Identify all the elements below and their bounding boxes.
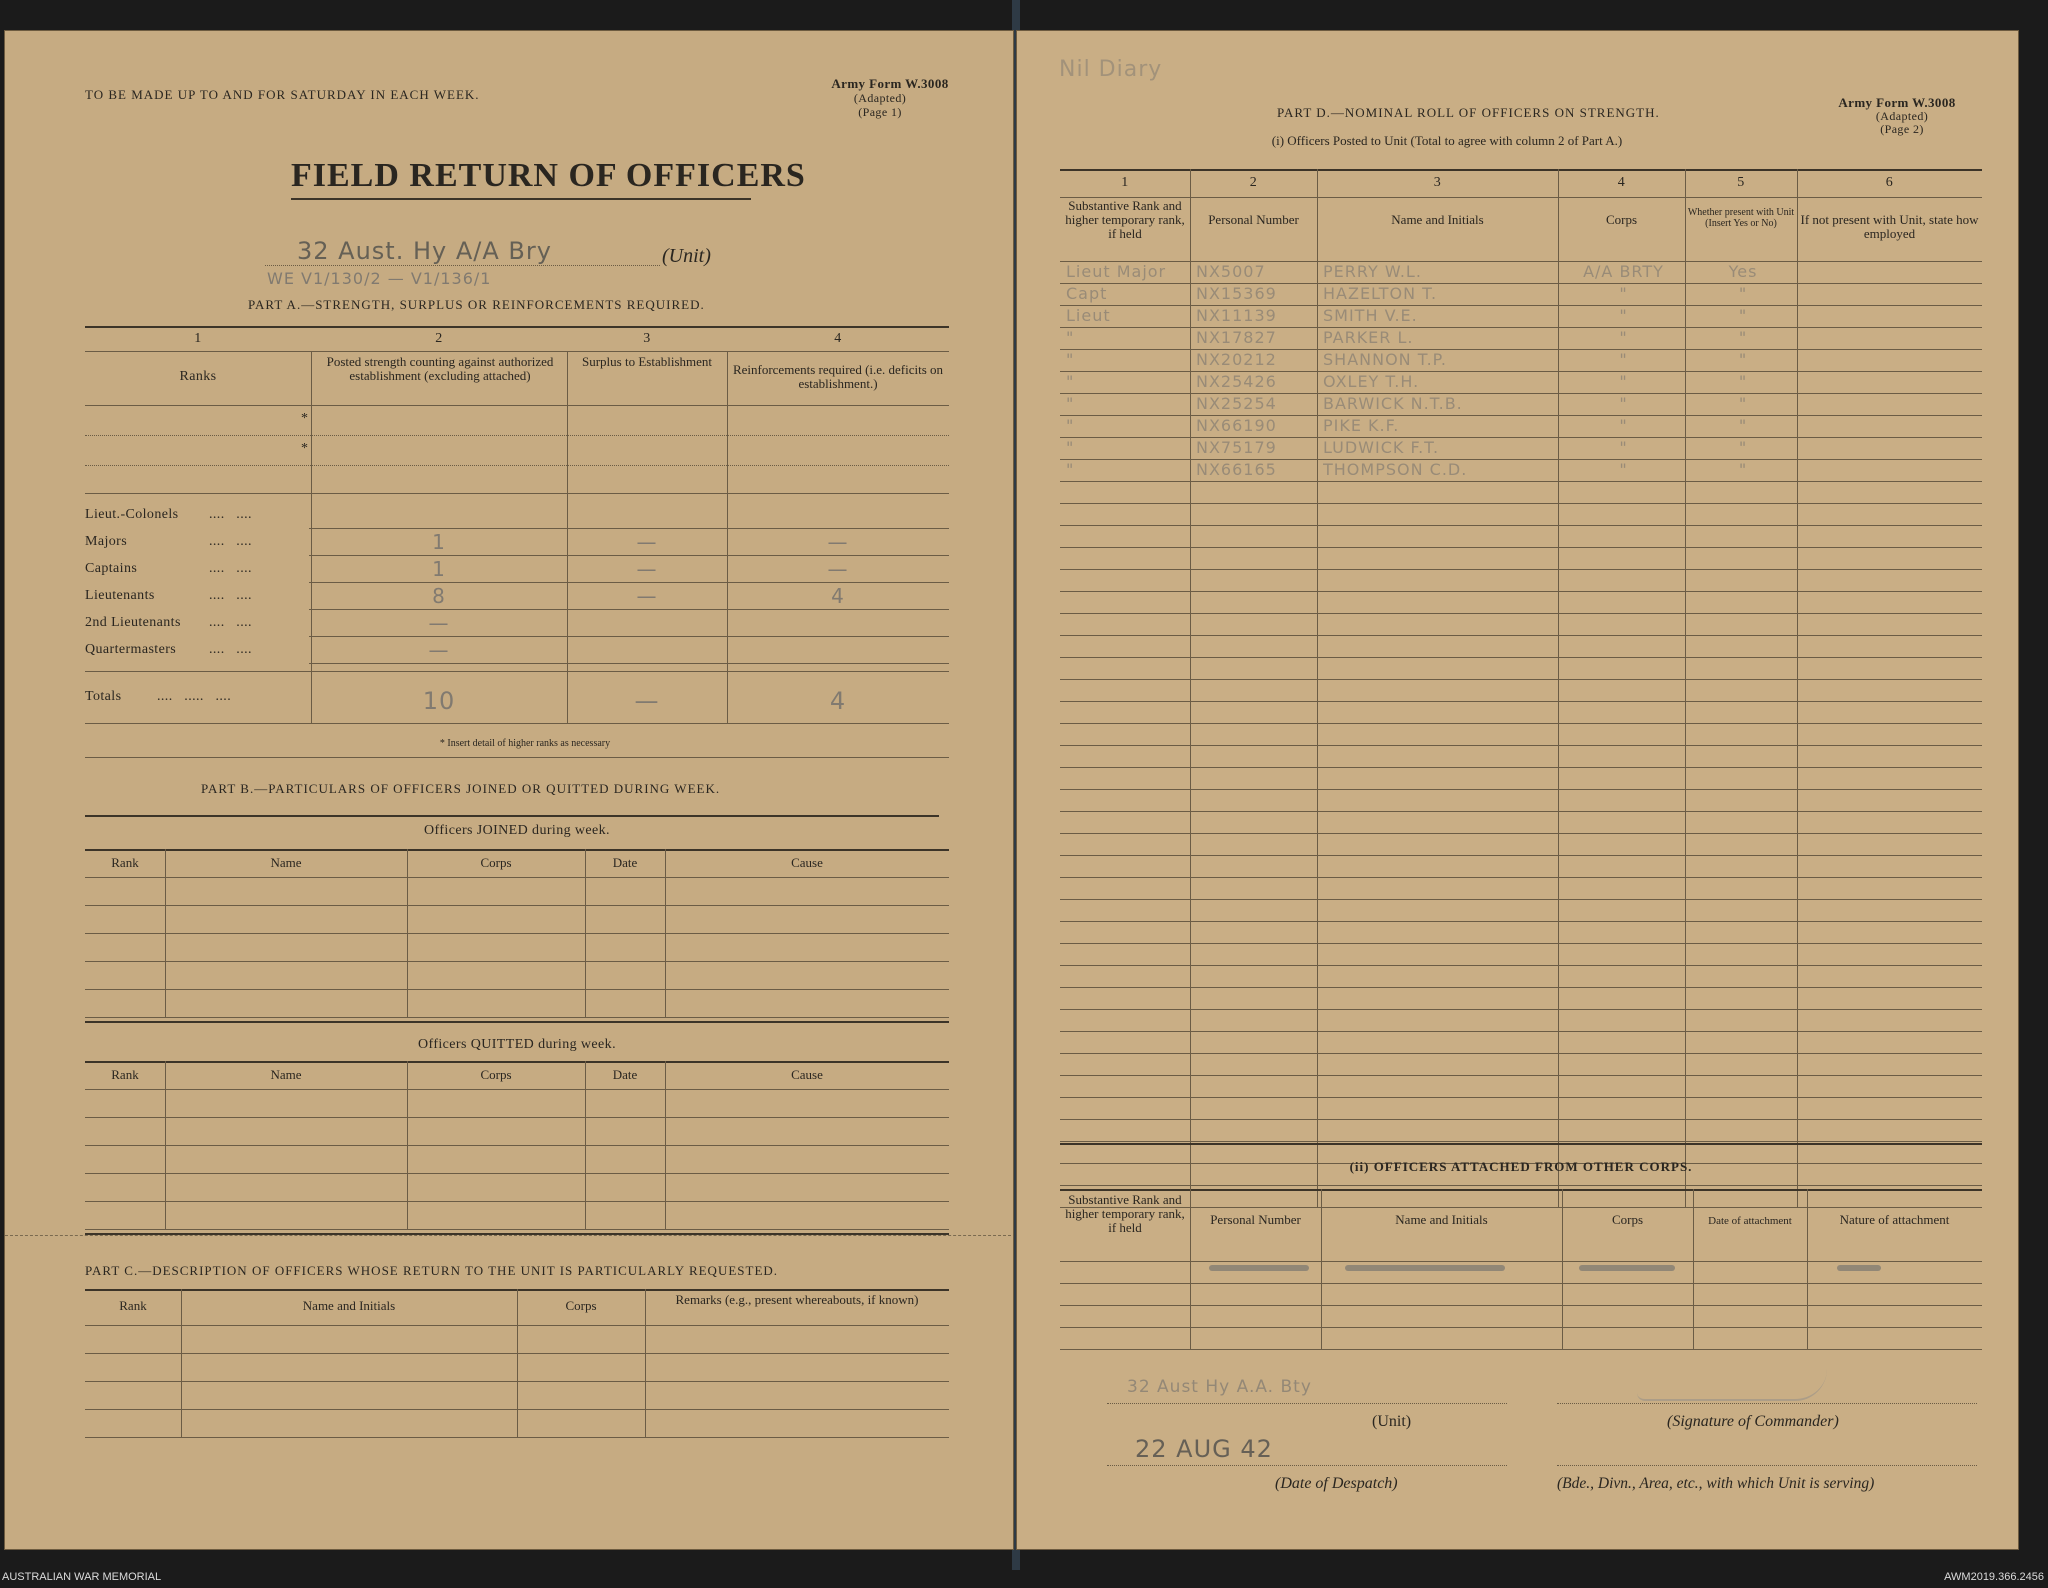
roll-cell-present: " bbox=[1738, 394, 1748, 413]
rule-line bbox=[1060, 503, 1982, 504]
rule-line bbox=[85, 1437, 949, 1438]
attached-col-header: Nature of attachment bbox=[1839, 1212, 1950, 1227]
rule-line bbox=[1060, 1141, 1982, 1142]
rule-line bbox=[1060, 921, 1982, 922]
rule-line bbox=[1060, 811, 1982, 812]
rule-line bbox=[1060, 1261, 1982, 1262]
roll-cell-number: NX17827 bbox=[1196, 328, 1277, 347]
rule-line bbox=[309, 582, 949, 583]
part-d-heading: PART D.—NOMINAL ROLL OF OFFICERS ON STRENGTH. bbox=[1277, 105, 1660, 120]
roll-col-header: Corps bbox=[1605, 212, 1638, 227]
surplus-value: — bbox=[636, 530, 658, 554]
page-number: (Page 1) bbox=[858, 105, 902, 119]
rule-line bbox=[85, 989, 949, 990]
rule-line bbox=[1060, 679, 1982, 680]
rule-line bbox=[1060, 767, 1982, 768]
signature-label: (Signature of Commander) bbox=[1667, 1413, 1839, 1430]
form-page-1 bbox=[4, 30, 1014, 1550]
unit-signature-handwritten: 32 Aust Hy A.A. Bty bbox=[1127, 1377, 1312, 1397]
roll-cell-corps: " bbox=[1619, 350, 1628, 369]
roll-cell-rank: " bbox=[1066, 350, 1075, 369]
roll-cell-present: " bbox=[1738, 438, 1748, 457]
rule-line bbox=[1060, 943, 1982, 944]
surplus-header: Surplus to Establishment bbox=[582, 354, 712, 369]
rule-line bbox=[1060, 547, 1982, 548]
roll-cell-corps: A/A BRTY bbox=[1583, 262, 1664, 281]
roll-cell-number: NX25426 bbox=[1196, 372, 1277, 391]
roll-cell-present: " bbox=[1738, 350, 1748, 369]
rule-line bbox=[309, 528, 949, 529]
rule-line bbox=[1060, 1349, 1982, 1350]
col-number-4: 4 bbox=[834, 331, 842, 346]
col-header-cause: Cause bbox=[791, 855, 823, 870]
part-d-subheading: (i) Officers Posted to Unit (Total to agree with column 2 of Part A.) bbox=[1271, 133, 1623, 148]
rule-line bbox=[1060, 591, 1982, 592]
col-header-cause: Cause bbox=[791, 1067, 823, 1082]
column-rule bbox=[1321, 1189, 1322, 1349]
rule-line bbox=[1060, 877, 1982, 878]
roll-cell-present: Yes bbox=[1728, 262, 1758, 281]
col-number-3: 3 bbox=[1433, 175, 1442, 190]
rule-line bbox=[1060, 899, 1982, 900]
col-header-name: Name bbox=[270, 855, 302, 870]
rule-line bbox=[1060, 197, 1982, 198]
rule-line bbox=[1060, 1185, 1982, 1186]
roll-cell-rank: Lieut Major bbox=[1066, 262, 1167, 281]
reinforcements-value: 4 bbox=[831, 584, 845, 608]
unit-label: (Unit) bbox=[662, 245, 711, 267]
column-rule bbox=[165, 849, 166, 1017]
higher-rank-asterisk: * bbox=[301, 441, 308, 456]
rule-line bbox=[1060, 701, 1982, 702]
attached-col-header: Substantive Rank and higher temporary rank, if held bbox=[1065, 1192, 1185, 1235]
roll-cell-name: PERRY W.L. bbox=[1323, 262, 1422, 281]
attached-col-header: Date of attachment bbox=[1708, 1215, 1792, 1227]
rule-line bbox=[1060, 1119, 1982, 1120]
unit-reference-note: WE V1/130/2 — V1/136/1 bbox=[267, 269, 492, 288]
struck-through-entry bbox=[1579, 1265, 1675, 1271]
rule-line bbox=[1060, 569, 1982, 570]
rule-line bbox=[1060, 1053, 1982, 1054]
rank-label: Lieut.-Colonels bbox=[85, 507, 179, 522]
higher-rank-asterisk: * bbox=[301, 411, 308, 426]
part-c-col-header: Remarks (e.g., present whereabouts, if known) bbox=[675, 1292, 919, 1307]
roll-cell-present: " bbox=[1738, 306, 1748, 325]
rule-line bbox=[1060, 613, 1982, 614]
roll-cell-present: " bbox=[1738, 416, 1748, 435]
roll-cell-name: SHANNON T.P. bbox=[1323, 350, 1447, 369]
page-number: (Page 2) bbox=[1880, 122, 1924, 136]
roll-cell-number: NX20212 bbox=[1196, 350, 1277, 369]
roll-cell-number: NX66190 bbox=[1196, 416, 1277, 435]
column-rule bbox=[645, 1289, 646, 1437]
roll-cell-number: NX15369 bbox=[1196, 284, 1277, 303]
part-c-heading: PART C.—DESCRIPTION OF OFFICERS WHOSE RETURN TO THE UNIT IS PARTICULARLY REQUESTED. bbox=[85, 1263, 779, 1278]
part-c-col-header: Corps bbox=[565, 1298, 597, 1313]
posted-value: 8 bbox=[432, 584, 446, 608]
reinforcements-header: Reinforcements required (i.e. deficits on establishment.) bbox=[732, 362, 944, 391]
roll-cell-corps: " bbox=[1619, 284, 1628, 303]
col-number-6: 6 bbox=[1885, 175, 1894, 190]
rule-line bbox=[1060, 525, 1982, 526]
despatch-date-label: (Date of Despatch) bbox=[1275, 1475, 1398, 1492]
col-header-rank: Rank bbox=[111, 855, 139, 870]
column-rule bbox=[165, 1061, 166, 1229]
col-number-2: 2 bbox=[1249, 175, 1258, 190]
leader-dots: .... .... bbox=[209, 588, 252, 603]
commander-signature bbox=[1637, 1369, 1827, 1401]
column-rule bbox=[1693, 1189, 1694, 1349]
roll-cell-name: PIKE K.F. bbox=[1323, 416, 1400, 435]
posted-header: Posted strength counting against authorized establishment (excluding attached) bbox=[326, 354, 554, 383]
rule-line bbox=[85, 1021, 949, 1023]
column-rule bbox=[1190, 1189, 1191, 1349]
roll-cell-present: " bbox=[1738, 460, 1748, 479]
rule-line bbox=[309, 555, 949, 556]
part-c-col-header: Rank bbox=[119, 1298, 147, 1313]
roll-cell-name: THOMPSON C.D. bbox=[1323, 460, 1468, 479]
column-rule bbox=[1685, 169, 1686, 1207]
roll-cell-present: " bbox=[1738, 372, 1748, 391]
part-b-heading: PART B.—PARTICULARS OF OFFICERS JOINED OR QUITTED DURING WEEK. bbox=[201, 781, 721, 796]
column-rule bbox=[665, 849, 666, 1017]
rule-line bbox=[1060, 745, 1982, 746]
rule-line bbox=[85, 1117, 949, 1118]
part-a-footnote: * Insert detail of higher ranks as necessary bbox=[439, 738, 611, 749]
roll-col-header: Personal Number bbox=[1208, 212, 1299, 227]
rule-line bbox=[309, 636, 949, 637]
attached-col-header: Name and Initials bbox=[1395, 1212, 1488, 1227]
part-c-col-header: Name and Initials bbox=[302, 1298, 396, 1313]
leader-dots: .... .... bbox=[209, 534, 252, 549]
totals-posted: 10 bbox=[422, 687, 456, 715]
roll-cell-corps: " bbox=[1619, 394, 1628, 413]
col-number-5: 5 bbox=[1737, 175, 1745, 190]
rule-line bbox=[1060, 1207, 1982, 1208]
roll-cell-number: NX75179 bbox=[1196, 438, 1277, 457]
rule-line bbox=[85, 1173, 949, 1174]
totals-reinforcements: 4 bbox=[829, 687, 847, 715]
rule-line bbox=[1060, 987, 1982, 988]
roll-cell-corps: " bbox=[1619, 372, 1628, 391]
posted-value: — bbox=[428, 611, 450, 635]
column-rule bbox=[181, 1289, 182, 1437]
archive-caption: AUSTRALIAN WAR MEMORIAL bbox=[2, 1571, 162, 1583]
roll-cell-present: " bbox=[1738, 328, 1748, 347]
struck-through-entry bbox=[1209, 1265, 1309, 1271]
rule-line bbox=[1060, 855, 1982, 856]
totals-label: Totals bbox=[85, 689, 122, 704]
part-a-heading: PART A.—STRENGTH, SURPLUS OR REINFORCEMENTS REQUIRED. bbox=[248, 297, 705, 312]
struck-through-entry bbox=[1345, 1265, 1505, 1271]
rule-line bbox=[1060, 1075, 1982, 1076]
rule-line bbox=[1060, 723, 1982, 724]
column-rule bbox=[1797, 169, 1798, 1207]
column-rule bbox=[407, 849, 408, 1017]
col-header-date: Date bbox=[612, 855, 638, 870]
column-rule bbox=[517, 1289, 518, 1437]
surplus-value: — bbox=[636, 557, 658, 581]
rule-line bbox=[85, 1201, 949, 1202]
roll-cell-present: " bbox=[1738, 284, 1748, 303]
attached-heading: (ii) OFFICERS ATTACHED FROM OTHER CORPS. bbox=[1349, 1159, 1693, 1174]
corner-pencil-note: Nil Diary bbox=[1059, 57, 1163, 82]
roll-cell-name: BARWICK N.T.B. bbox=[1323, 394, 1463, 413]
rank-label: Quartermasters bbox=[85, 642, 177, 657]
attached-col-header: Personal Number bbox=[1210, 1212, 1301, 1227]
column-rule bbox=[1317, 169, 1318, 1207]
rule-line bbox=[1060, 1305, 1982, 1306]
rule-line bbox=[1060, 1031, 1982, 1032]
struck-through-entry bbox=[1837, 1265, 1881, 1271]
col-header-name: Name bbox=[270, 1067, 302, 1082]
rule-line bbox=[85, 905, 949, 906]
roll-cell-number: NX11139 bbox=[1196, 306, 1277, 325]
col-header-corps: Corps bbox=[480, 1067, 512, 1082]
rule-line bbox=[85, 1089, 949, 1090]
roll-cell-number: NX66165 bbox=[1196, 460, 1277, 479]
roll-cell-corps: " bbox=[1619, 416, 1628, 435]
column-rule bbox=[585, 849, 586, 1017]
column-rule bbox=[1562, 1189, 1563, 1349]
rule-line bbox=[1060, 789, 1982, 790]
posted-value: — bbox=[428, 638, 450, 662]
rule-line bbox=[309, 663, 949, 664]
column-rule bbox=[1190, 169, 1191, 1207]
roll-cell-rank: Capt bbox=[1066, 284, 1108, 303]
leader-dots: .... ..... .... bbox=[157, 689, 232, 704]
rule-line bbox=[1060, 1097, 1982, 1098]
roll-col-header: If not present with Unit, state how employed bbox=[1800, 212, 1979, 241]
form-page-2 bbox=[1016, 30, 2019, 1550]
leader-dots: .... .... bbox=[209, 507, 252, 522]
surplus-value: — bbox=[636, 584, 658, 608]
roll-col-header: Substantive Rank and higher temporary rank, if held bbox=[1065, 198, 1185, 241]
rule-line bbox=[1060, 657, 1982, 658]
ranks-header: Ranks bbox=[179, 369, 217, 384]
roll-cell-rank: " bbox=[1066, 394, 1075, 413]
rule-line bbox=[1060, 833, 1982, 834]
leader-dots: .... .... bbox=[209, 642, 252, 657]
roll-cell-name: HAZELTON T. bbox=[1323, 284, 1438, 303]
roll-cell-rank: " bbox=[1066, 416, 1075, 435]
col-header-date: Date bbox=[612, 1067, 638, 1082]
instruction-text: TO BE MADE UP TO AND FOR SATURDAY IN EACH WEEK. bbox=[85, 87, 480, 102]
col-number-2: 2 bbox=[435, 331, 443, 346]
reinforcements-value: — bbox=[827, 557, 849, 581]
rule-line bbox=[1060, 965, 1982, 966]
col-number-3: 3 bbox=[643, 331, 651, 346]
roll-cell-corps: " bbox=[1619, 438, 1628, 457]
roll-cell-corps: " bbox=[1619, 460, 1628, 479]
rule-line bbox=[85, 1145, 949, 1146]
rank-label: 2nd Lieutenants bbox=[85, 615, 181, 630]
rule-line bbox=[85, 933, 949, 934]
roll-cell-rank: " bbox=[1066, 460, 1075, 479]
posted-value: 1 bbox=[432, 530, 446, 554]
roll-cell-name: SMITH V.E. bbox=[1323, 306, 1418, 325]
army-form-number: Army Form W.3008 bbox=[1838, 95, 1956, 110]
rank-label: Lieutenants bbox=[85, 588, 155, 603]
roll-cell-name: PARKER L. bbox=[1323, 328, 1414, 347]
roll-cell-corps: " bbox=[1619, 328, 1628, 347]
col-header-rank: Rank bbox=[111, 1067, 139, 1082]
joined-subtitle: Officers JOINED during week. bbox=[424, 823, 610, 838]
rank-label: Majors bbox=[85, 534, 128, 549]
rank-label: Captains bbox=[85, 561, 138, 576]
despatch-date-handwritten: 22 AUG 42 bbox=[1135, 1435, 1273, 1463]
posted-value: 1 bbox=[432, 557, 446, 581]
column-rule bbox=[1807, 1189, 1808, 1349]
unit-label: (Unit) bbox=[1372, 1413, 1412, 1430]
quitted-subtitle: Officers QUITTED during week. bbox=[418, 1037, 616, 1052]
col-header-corps: Corps bbox=[480, 855, 512, 870]
roll-col-header: Whether present with Unit (Insert Yes or No) bbox=[1687, 207, 1795, 229]
rule-line bbox=[85, 1229, 949, 1230]
roll-cell-number: NX25254 bbox=[1196, 394, 1277, 413]
totals-surplus: — bbox=[634, 687, 660, 715]
roll-cell-number: NX5007 bbox=[1196, 262, 1266, 281]
rule-line bbox=[1060, 1283, 1982, 1284]
leader-dots: .... .... bbox=[209, 615, 252, 630]
rule-line bbox=[85, 1017, 949, 1018]
form-title: FIELD RETURN OF OFFICERS bbox=[291, 157, 806, 194]
roll-cell-corps: " bbox=[1619, 306, 1628, 325]
rule-line bbox=[1060, 1327, 1982, 1328]
col-number-1: 1 bbox=[194, 331, 202, 346]
column-rule bbox=[1558, 169, 1559, 1207]
rule-line bbox=[85, 877, 949, 878]
column-rule bbox=[585, 1061, 586, 1229]
col-number-4: 4 bbox=[1617, 175, 1626, 190]
attached-col-header: Corps bbox=[1611, 1212, 1644, 1227]
adapted-note: (Adapted) bbox=[853, 91, 907, 105]
roll-cell-rank: Lieut bbox=[1066, 306, 1111, 325]
rule-line bbox=[1060, 635, 1982, 636]
roll-cell-rank: " bbox=[1066, 372, 1075, 391]
col-number-1: 1 bbox=[1121, 175, 1129, 190]
adapted-note: (Adapted) bbox=[1875, 109, 1929, 123]
rule-line bbox=[1060, 1009, 1982, 1010]
roll-cell-name: LUDWICK F.T. bbox=[1323, 438, 1440, 457]
rule-line bbox=[1060, 481, 1982, 482]
column-rule bbox=[665, 1061, 666, 1229]
roll-cell-rank: " bbox=[1066, 328, 1075, 347]
roll-cell-rank: " bbox=[1066, 438, 1075, 457]
reinforcements-value: — bbox=[827, 530, 849, 554]
leader-dots: .... .... bbox=[209, 561, 252, 576]
roll-col-header: Name and Initials bbox=[1391, 212, 1484, 227]
archive-reference: AWM2019.366.2456 bbox=[1944, 1571, 2044, 1583]
unit-handwritten: 32 Aust. Hy A/A Bry bbox=[297, 237, 552, 265]
rule-line bbox=[85, 961, 949, 962]
column-rule bbox=[407, 1061, 408, 1229]
rule-line bbox=[309, 609, 949, 610]
army-form-number: Army Form W.3008 bbox=[831, 76, 949, 91]
roll-cell-name: OXLEY T.H. bbox=[1323, 372, 1420, 391]
formation-label: (Bde., Divn., Area, etc., with which Unit is serving) bbox=[1557, 1475, 1875, 1492]
